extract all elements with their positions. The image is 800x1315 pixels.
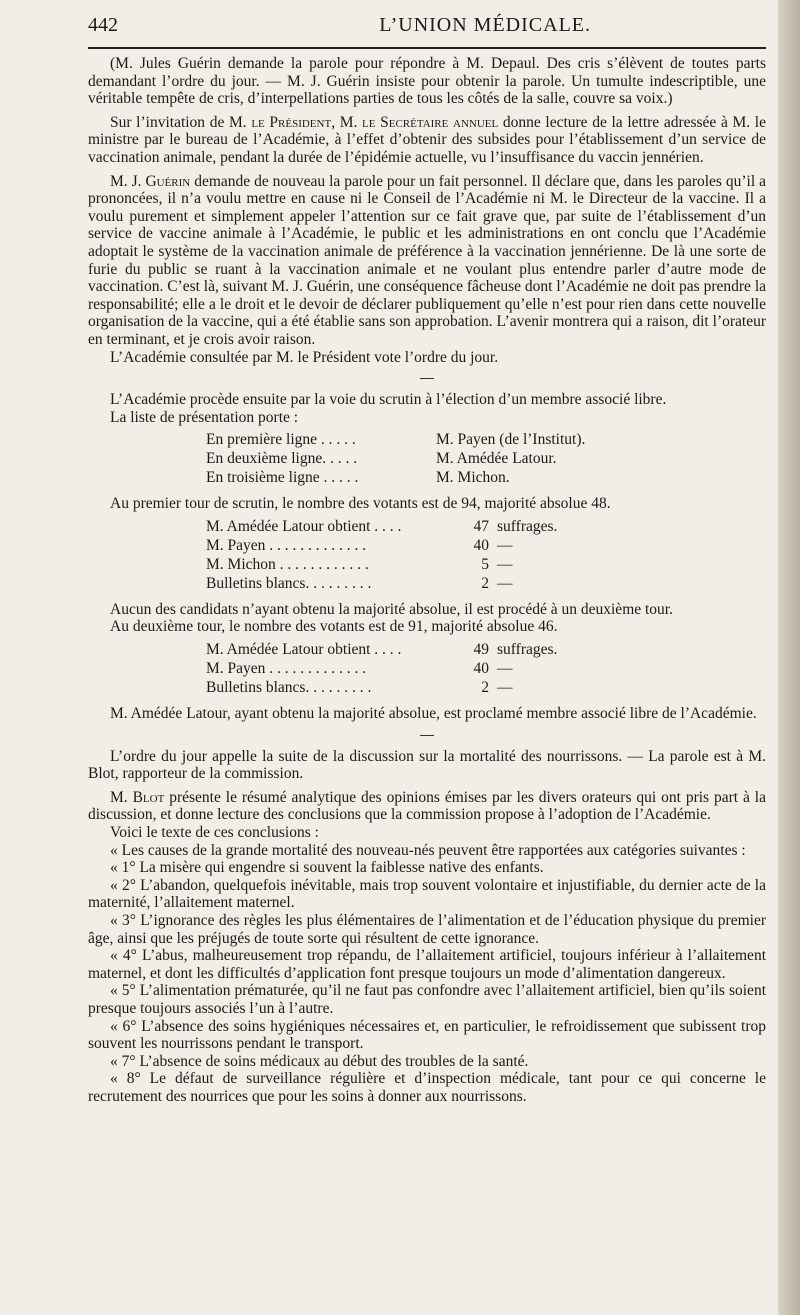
- conclusion-item: « 2° L’abandon, quelquefois inévitable, mais trop souvent volontaire et injustifiable, du dernier acte de la maternité, l’allaitement maternel.: [88, 876, 766, 912]
- paragraph-letter-reading: Sur l’invitation de M. le Président, M. le Secrétaire annuel donne lecture de la lettre adressée à M. le ministre par le bureau de l’Académie, à l’effet d’obtenir des subsides pour l’établissement d’un service de vaccination animale, pendant la durée de l’épidémie actuelle, vu l’insuffisance du vaccin jennérien.: [88, 113, 766, 166]
- conclusion-item: « 6° L’absence des soins hygiéniques nécessaires et, en particulier, le refroidissement que subissent trop souvent les nourrissons pendant le transport.: [88, 1017, 766, 1053]
- vote-row: M. Michon . . . . . . . . . . . . 5 —: [206, 555, 513, 573]
- presentation-row: En troisième ligne . . . . . M. Michon.: [206, 469, 510, 487]
- conclusion-item: « 7° L’absence de soins médicaux au début des troubles de la santé.: [110, 1052, 529, 1070]
- conclusion-item: « 1° La misère qui engendre si souvent la faiblesse native des enfants.: [110, 859, 544, 877]
- page-number: 442: [88, 14, 118, 36]
- header-rule: [88, 47, 766, 49]
- paragraph-conclusions-intro: Voici le texte de ces conclusions :: [110, 824, 319, 842]
- vote-row: M. Payen . . . . . . . . . . . . . 40 —: [206, 536, 513, 554]
- running-header: [88, 14, 766, 37]
- paragraph-guerin-interruption: (M. Jules Guérin demande la parole pour répondre à M. Depaul. Des cris s’élèvent de toutes parts demandant l’ordre du jour. — M. J. Guérin insiste pour obtenir la parole. Un tumulte indescriptible, une véritable tempête de cris, d’interpellations parties de tous les côtés de la salle, couvre sa voix.): [88, 55, 766, 108]
- vote-row: M. Amédée Latour obtient . . . . 47 suffrages.: [206, 517, 558, 535]
- paragraph-first-round: Au premier tour de scrutin, le nombre des votants est de 94, majorité absolue 48.: [110, 495, 611, 513]
- conclusion-item: « 4° L’abus, malheureusement trop répandu, de l’allaitement artificiel, toujours inférieur à l’allaitement maternel, et dont les difficultés d’application font presque toujours un mode d’alimentation dangereux.: [88, 947, 766, 982]
- journal-title: L’UNION MÉDICALE.: [379, 14, 591, 36]
- vote-row: Bulletins blancs. . . . . . . . . 2 —: [206, 574, 513, 592]
- paragraph-blot-report: M. Blot présente le résumé analytique des opinions émises par les divers orateurs qui ont pris part à la discussion, et donne lecture des conclusions que la commission propose à l’adoption de l’Académie.: [88, 788, 766, 824]
- first-round-votes: [206, 517, 766, 593]
- paragraph-election-intro: L’Académie procède ensuite par la voie du scrutin à l’élection d’un membre associé libre.: [110, 391, 667, 409]
- presentation-row: En deuxième ligne. . . . . M. Amédée Latour.: [206, 450, 557, 468]
- second-round-votes: [206, 640, 766, 697]
- presentation-list: [206, 430, 766, 487]
- conclusion-item: « Les causes de la grande mortalité des nouveau-nés peuvent être rapportées aux catégories suivantes :: [110, 841, 746, 859]
- conclusion-item: « 8° Le défaut de surveillance régulière et d’inspection médicale, tant pour ce qui concerne le recrutement des nourrices que pour les soins à donner aux nourrissons.: [88, 1070, 766, 1105]
- conclusion-item: « 3° L’ignorance des règles les plus élémentaires de l’alimentation et de l’éducation physique du premier âge, ainsi que les préjugés de toute sorte qui résultent de cette ignorance.: [88, 912, 766, 947]
- section-separator: [420, 378, 434, 379]
- conclusion-item: « 5° L’alimentation prématurée, qu’il ne faut pas confondre avec l’allaitement artificiel, bien qu’ils soient presque toujours associés l’un à l’autre.: [88, 982, 766, 1017]
- paragraph-order-of-day-vote: L’Académie consultée par M. le Président vote l’ordre du jour.: [110, 348, 499, 366]
- paragraph-proclamation: M. Amédée Latour, ayant obtenu la majorité absolue, est proclamé membre associé libre de l’Académie.: [110, 705, 757, 723]
- vote-row: M. Amédée Latour obtient . . . . 49 suffrages.: [206, 641, 558, 659]
- section-separator: [420, 735, 434, 736]
- vote-row: M. Payen . . . . . . . . . . . . . 40 —: [206, 660, 513, 678]
- paragraph-presentation-list-intro: La liste de présentation porte :: [110, 408, 299, 426]
- vote-row: Bulletins blancs. . . . . . . . . 2 —: [206, 679, 513, 697]
- presentation-row: En première ligne . . . . . M. Payen (de l’Institut).: [206, 431, 586, 449]
- paragraph-no-majority: Aucun des candidats n’ayant obtenu la majorité absolue, il est procédé à un deuxième tour.: [110, 600, 673, 618]
- paragraph-mortality-discussion: L’ordre du jour appelle la suite de la discussion sur la mortalité des nourrissons. — La parole est à M. Blot, rapporteur de la commission.: [88, 747, 766, 783]
- paragraph-guerin-statement: M. J. Guérin demande de nouveau la parole pour un fait personnel. Il déclare que, dans les paroles qu’il a prononcées, il n’a voulu mettre en cause ni le Conseil de l’Académie ni M. le Directeur de la vaccine. Il a voulu purement et simplement appeler l’attention sur ce fait grave que, par suite de l’établissement d’un service de vaccine animale à l’Académie, le public et les administrations en ont conclu que l’Académie adoptait le système de la vaccination animale de préférence à la vaccination jennérienne. De là une sorte de furie du public se ruant à la vaccination animale et ne voulant plus entendre parler d’autre mode de vaccination. C’est là, suivant M. J. Guérin, une conséquence fâcheuse dont l’Académie ne doit pas prendre la responsabilité; elle a le droit et le devoir de déclarer publiquement qu’elle n’est pour rien dans cette nouvelle organisation de la vaccine, qui a été établie sans son approbation. L’avenir montrera qui a raison, dit l’orateur en terminant, et je crois avoir raison.: [88, 172, 766, 348]
- article-body: [88, 55, 766, 1106]
- paragraph-second-round: Au deuxième tour, le nombre des votants est de 91, majorité absolue 46.: [110, 618, 558, 636]
- page-gutter-shadow: [778, 0, 800, 1315]
